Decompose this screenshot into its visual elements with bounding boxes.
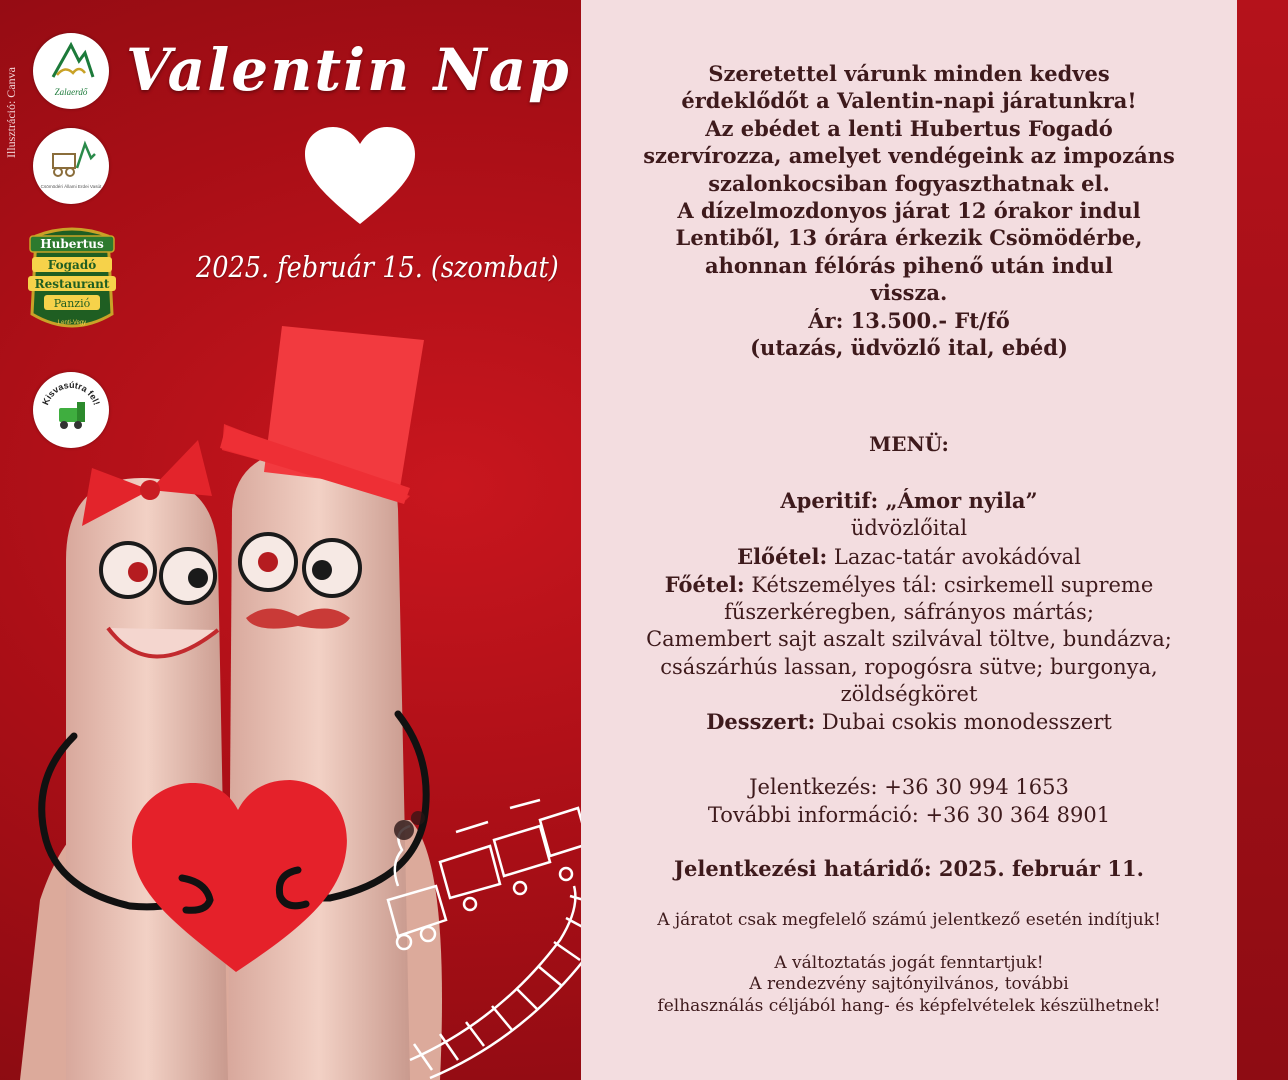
note-minimum-participants: A járatot csak megfelelő számú jelentkező esetén indítjuk!	[657, 910, 1161, 930]
main-course-item: Camembert sajt aszalt szilvával töltve, bundázva;	[646, 627, 1172, 652]
hubertus-logo-word-3: Restaurant	[34, 277, 110, 291]
note-press-public: A rendezvény sajtónyilvános, további	[749, 974, 1069, 994]
zalaerdo-logo-graphic	[33, 33, 109, 109]
note-changes-reserved: A változtatás jogát fenntartjuk!	[774, 952, 1044, 973]
aperitif-item: üdvözlőital	[850, 516, 968, 541]
right-edge-strip	[1237, 0, 1288, 1080]
intro-line: ahonnan félórás pihenő után indul	[705, 252, 1113, 278]
intro-line: vissza.	[870, 280, 948, 306]
main-course-item: császárhús lassan, ropogósra sütve; burgonya,	[660, 654, 1158, 679]
illustration-credit: Illusztráció: Canva	[4, 67, 18, 158]
notes	[581, 910, 1237, 1017]
registration-phone: Jelentkezés: +36 30 994 1653	[749, 775, 1069, 799]
intro-line: Az ebédet a lenti Hubertus Fogadó	[705, 115, 1113, 141]
intro-line: A dízelmozdonyos járat 12 órakor indul	[677, 198, 1141, 224]
main-course-item: zöldségköret	[840, 682, 978, 707]
intro-line: szervírozza, amelyet vendégeink az impozáns	[643, 143, 1175, 169]
csomoder-railway-logo	[33, 128, 109, 204]
csomoder-logo-text: Csömödéri Állami Erdei Vasút	[40, 184, 102, 189]
price-includes-line: (utazás, üdvözlő ital, ebéd)	[750, 335, 1068, 361]
aperitif-label: Aperitif: „Ámor nyila”	[780, 488, 1038, 513]
kisvasutra-logo-text: Kisvasútra fel!	[40, 379, 102, 407]
hubertus-logo-word-1: Hubertus	[40, 237, 104, 251]
zalaerdo-logo-text: Zalaerdő	[54, 87, 88, 97]
main-course-label: Főétel:	[664, 571, 745, 597]
page-title: Valentin Nap	[126, 36, 571, 104]
main-course-item: fűszerkéregben, sáfrányos mártás;	[724, 600, 1094, 625]
menu-heading: MENÜ:	[869, 432, 949, 456]
menu-list	[581, 487, 1237, 737]
csomoder-logo-graphic	[33, 128, 109, 204]
starter-item: Lazac-tatár avokádóval	[827, 544, 1081, 569]
hubertus-logo-word-2: Fogadó	[47, 258, 97, 272]
intro-line: Szeretettel várunk minden kedves	[708, 61, 1110, 86]
heart-icon	[303, 126, 417, 226]
price-line: Ár: 13.500.- Ft/fő	[808, 307, 1010, 333]
starter-label: Előétel:	[737, 543, 828, 569]
contact-info	[581, 774, 1237, 829]
intro-line: Lentiből, 13 órára érkezik Csömödérbe,	[675, 225, 1143, 251]
intro-line: érdeklődőt a Valentin-napi járatunkra!	[681, 88, 1137, 114]
dessert-label: Desszert:	[706, 709, 816, 735]
main-course-item: Kétszemélyes tál: csirkemell supreme	[744, 572, 1154, 597]
hubertus-logo-word-4: Panzió	[53, 297, 91, 310]
intro-line: szalonkocsiban fogyaszthatnak el.	[708, 170, 1110, 196]
note-recordings: felhasználás céljából hang- és képfelvételek készülhetnek!	[657, 995, 1161, 1016]
hubertus-logo-word-5: Lenti-Vegy	[57, 320, 87, 326]
registration-deadline: Jelentkezési határidő: 2025. február 11.	[674, 856, 1144, 881]
finger-couple-illustration	[0, 300, 600, 1080]
event-date: 2025. február 15. (szombat)	[196, 250, 559, 284]
dessert-item: Dubai csokis monodesszert	[815, 710, 1112, 735]
info-panel	[581, 0, 1237, 1080]
zalaerdo-logo	[33, 33, 109, 109]
info-phone: További információ: +36 30 364 8901	[707, 802, 1111, 827]
intro-text	[581, 60, 1237, 361]
